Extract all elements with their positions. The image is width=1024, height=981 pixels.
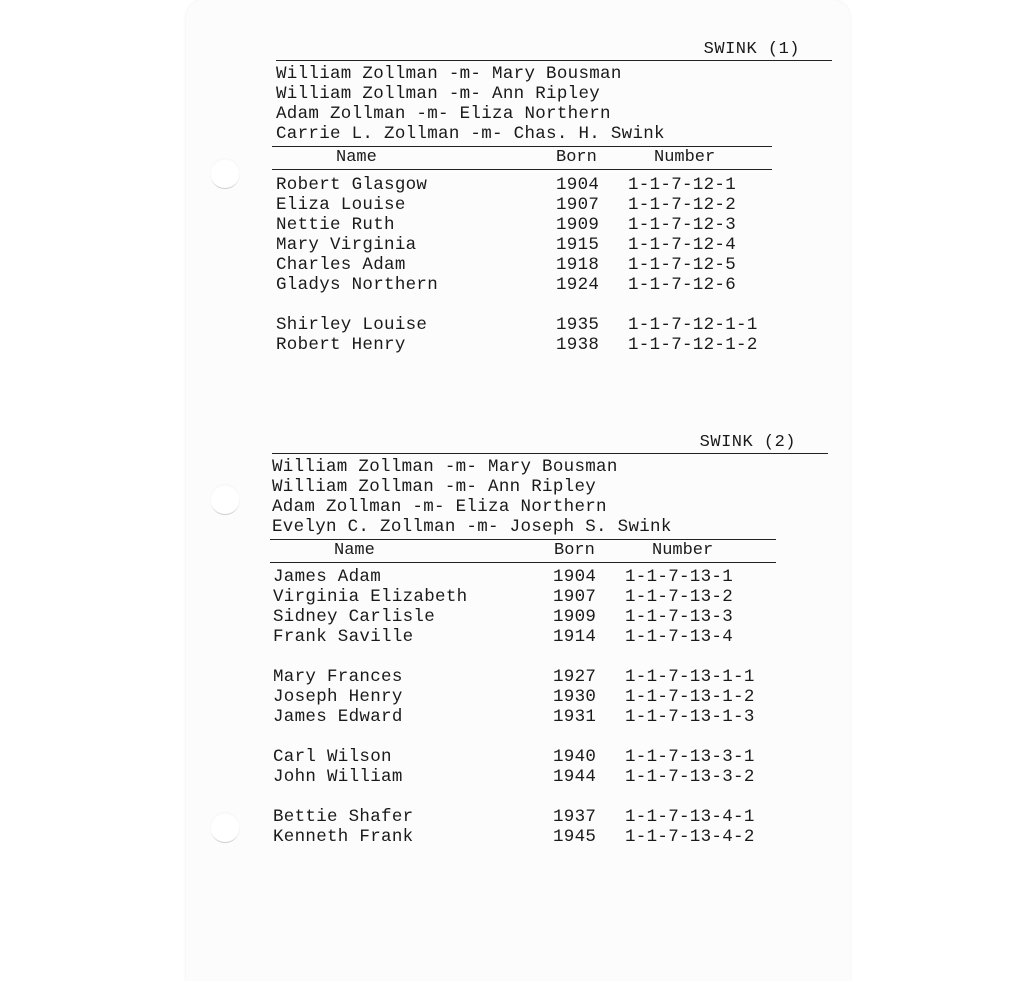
cell-name: Eliza Louise bbox=[276, 195, 406, 215]
lineage-line: William Zollman -m- Mary Bousman bbox=[276, 64, 622, 84]
group-spacer bbox=[273, 647, 793, 667]
cell-name: Virginia Elizabeth bbox=[273, 587, 468, 607]
table-row bbox=[273, 687, 793, 707]
cell-number: 1-1-7-12-5 bbox=[628, 255, 737, 275]
record-title: SWINK (1) bbox=[703, 40, 800, 59]
cell-number: 1-1-7-12-4 bbox=[628, 235, 737, 255]
table-row bbox=[276, 235, 796, 255]
column-header-number: Number bbox=[654, 148, 716, 167]
cell-number: 1-1-7-13-3 bbox=[625, 607, 734, 627]
lineage-block bbox=[272, 457, 772, 537]
cell-name: James Edward bbox=[273, 707, 403, 727]
record-header bbox=[276, 38, 832, 61]
cell-number: 1-1-7-13-4-1 bbox=[625, 807, 755, 827]
lineage-line: Evelyn C. Zollman -m- Joseph S. Swink bbox=[272, 517, 672, 537]
table-row bbox=[273, 567, 793, 587]
column-header-number: Number bbox=[652, 541, 714, 560]
column-header-born: Born bbox=[556, 148, 597, 167]
cell-born: 1940 bbox=[553, 747, 597, 767]
table-row bbox=[276, 195, 796, 215]
cell-born: 1907 bbox=[553, 587, 597, 607]
cell-name: Robert Glasgow bbox=[276, 175, 428, 195]
cell-born: 1909 bbox=[553, 607, 597, 627]
cell-number: 1-1-7-12-1-1 bbox=[628, 315, 758, 335]
cell-number: 1-1-7-12-2 bbox=[628, 195, 737, 215]
table-row bbox=[273, 807, 793, 827]
lineage-line: Adam Zollman -m- Eliza Northern bbox=[276, 104, 611, 124]
cell-number: 1-1-7-13-1-1 bbox=[625, 667, 755, 687]
cell-number: 1-1-7-12-1 bbox=[628, 175, 737, 195]
cell-born: 1937 bbox=[553, 807, 597, 827]
cell-number: 1-1-7-13-4-2 bbox=[625, 827, 755, 847]
cell-born: 1931 bbox=[553, 707, 597, 727]
cell-name: Mary Frances bbox=[273, 667, 403, 687]
cell-born: 1924 bbox=[556, 275, 600, 295]
lineage-line: William Zollman -m- Ann Ripley bbox=[272, 477, 597, 497]
cell-name: Carl Wilson bbox=[273, 747, 392, 767]
table-body bbox=[276, 175, 796, 355]
cell-born: 1907 bbox=[556, 195, 600, 215]
cell-number: 1-1-7-13-3-2 bbox=[625, 767, 755, 787]
column-header-name: Name bbox=[334, 541, 375, 560]
table-header bbox=[272, 146, 772, 170]
cell-name: Shirley Louise bbox=[276, 315, 428, 335]
cell-name: Mary Virginia bbox=[276, 235, 417, 255]
cell-number: 1-1-7-13-3-1 bbox=[625, 747, 755, 767]
cell-name: Kenneth Frank bbox=[273, 827, 414, 847]
lineage-line: Carrie L. Zollman -m- Chas. H. Swink bbox=[276, 124, 665, 144]
cell-number: 1-1-7-13-4 bbox=[625, 627, 734, 647]
cell-number: 1-1-7-13-1-2 bbox=[625, 687, 755, 707]
table-row bbox=[273, 827, 793, 847]
record-title: SWINK (2) bbox=[699, 433, 796, 452]
cell-name: Nettie Ruth bbox=[276, 215, 395, 235]
cell-number: 1-1-7-12-3 bbox=[628, 215, 737, 235]
cell-born: 1914 bbox=[553, 627, 597, 647]
cell-born: 1904 bbox=[556, 175, 600, 195]
cell-born: 1935 bbox=[556, 315, 600, 335]
column-header-born: Born bbox=[554, 541, 595, 560]
record-header bbox=[272, 431, 828, 454]
table-row bbox=[273, 627, 793, 647]
group-spacer bbox=[273, 787, 793, 807]
cell-name: Gladys Northern bbox=[276, 275, 439, 295]
cell-number: 1-1-7-13-1-3 bbox=[625, 707, 755, 727]
cell-born: 1930 bbox=[553, 687, 597, 707]
table-header bbox=[270, 539, 776, 563]
cell-name: Sidney Carlisle bbox=[273, 607, 436, 627]
cell-name: Charles Adam bbox=[276, 255, 406, 275]
table-row bbox=[276, 255, 796, 275]
punch-hole-top bbox=[210, 158, 240, 189]
table-row bbox=[273, 667, 793, 687]
lineage-line: William Zollman -m- Mary Bousman bbox=[272, 457, 618, 477]
cell-born: 1915 bbox=[556, 235, 600, 255]
cell-born: 1904 bbox=[553, 567, 597, 587]
lineage-line: William Zollman -m- Ann Ripley bbox=[276, 84, 601, 104]
punch-hole-bottom bbox=[210, 812, 240, 843]
table-row bbox=[276, 215, 796, 235]
table-row bbox=[273, 607, 793, 627]
cell-name: Bettie Shafer bbox=[273, 807, 414, 827]
table-row bbox=[276, 175, 796, 195]
lineage-block bbox=[276, 64, 776, 144]
lineage-line: Adam Zollman -m- Eliza Northern bbox=[272, 497, 607, 517]
cell-number: 1-1-7-13-2 bbox=[625, 587, 734, 607]
cell-number: 1-1-7-13-1 bbox=[625, 567, 734, 587]
cell-born: 1927 bbox=[553, 667, 597, 687]
cell-number: 1-1-7-12-1-2 bbox=[628, 335, 758, 355]
cell-born: 1918 bbox=[556, 255, 600, 275]
group-spacer bbox=[273, 727, 793, 747]
cell-name: John William bbox=[273, 767, 403, 787]
column-header-name: Name bbox=[336, 148, 377, 167]
table-body bbox=[273, 567, 793, 847]
cell-born: 1945 bbox=[553, 827, 597, 847]
cell-born: 1938 bbox=[556, 335, 600, 355]
table-row bbox=[276, 275, 796, 295]
cell-name: Joseph Henry bbox=[273, 687, 403, 707]
table-row bbox=[273, 707, 793, 727]
cell-born: 1944 bbox=[553, 767, 597, 787]
table-row bbox=[276, 335, 796, 355]
cell-name: James Adam bbox=[273, 567, 382, 587]
table-row bbox=[273, 747, 793, 767]
cell-number: 1-1-7-12-6 bbox=[628, 275, 737, 295]
punch-hole-middle bbox=[210, 484, 240, 515]
table-row bbox=[273, 587, 793, 607]
table-row bbox=[276, 315, 796, 335]
cell-name: Robert Henry bbox=[276, 335, 406, 355]
cell-name: Frank Saville bbox=[273, 627, 414, 647]
table-row bbox=[273, 767, 793, 787]
group-spacer bbox=[276, 295, 796, 315]
cell-born: 1909 bbox=[556, 215, 600, 235]
